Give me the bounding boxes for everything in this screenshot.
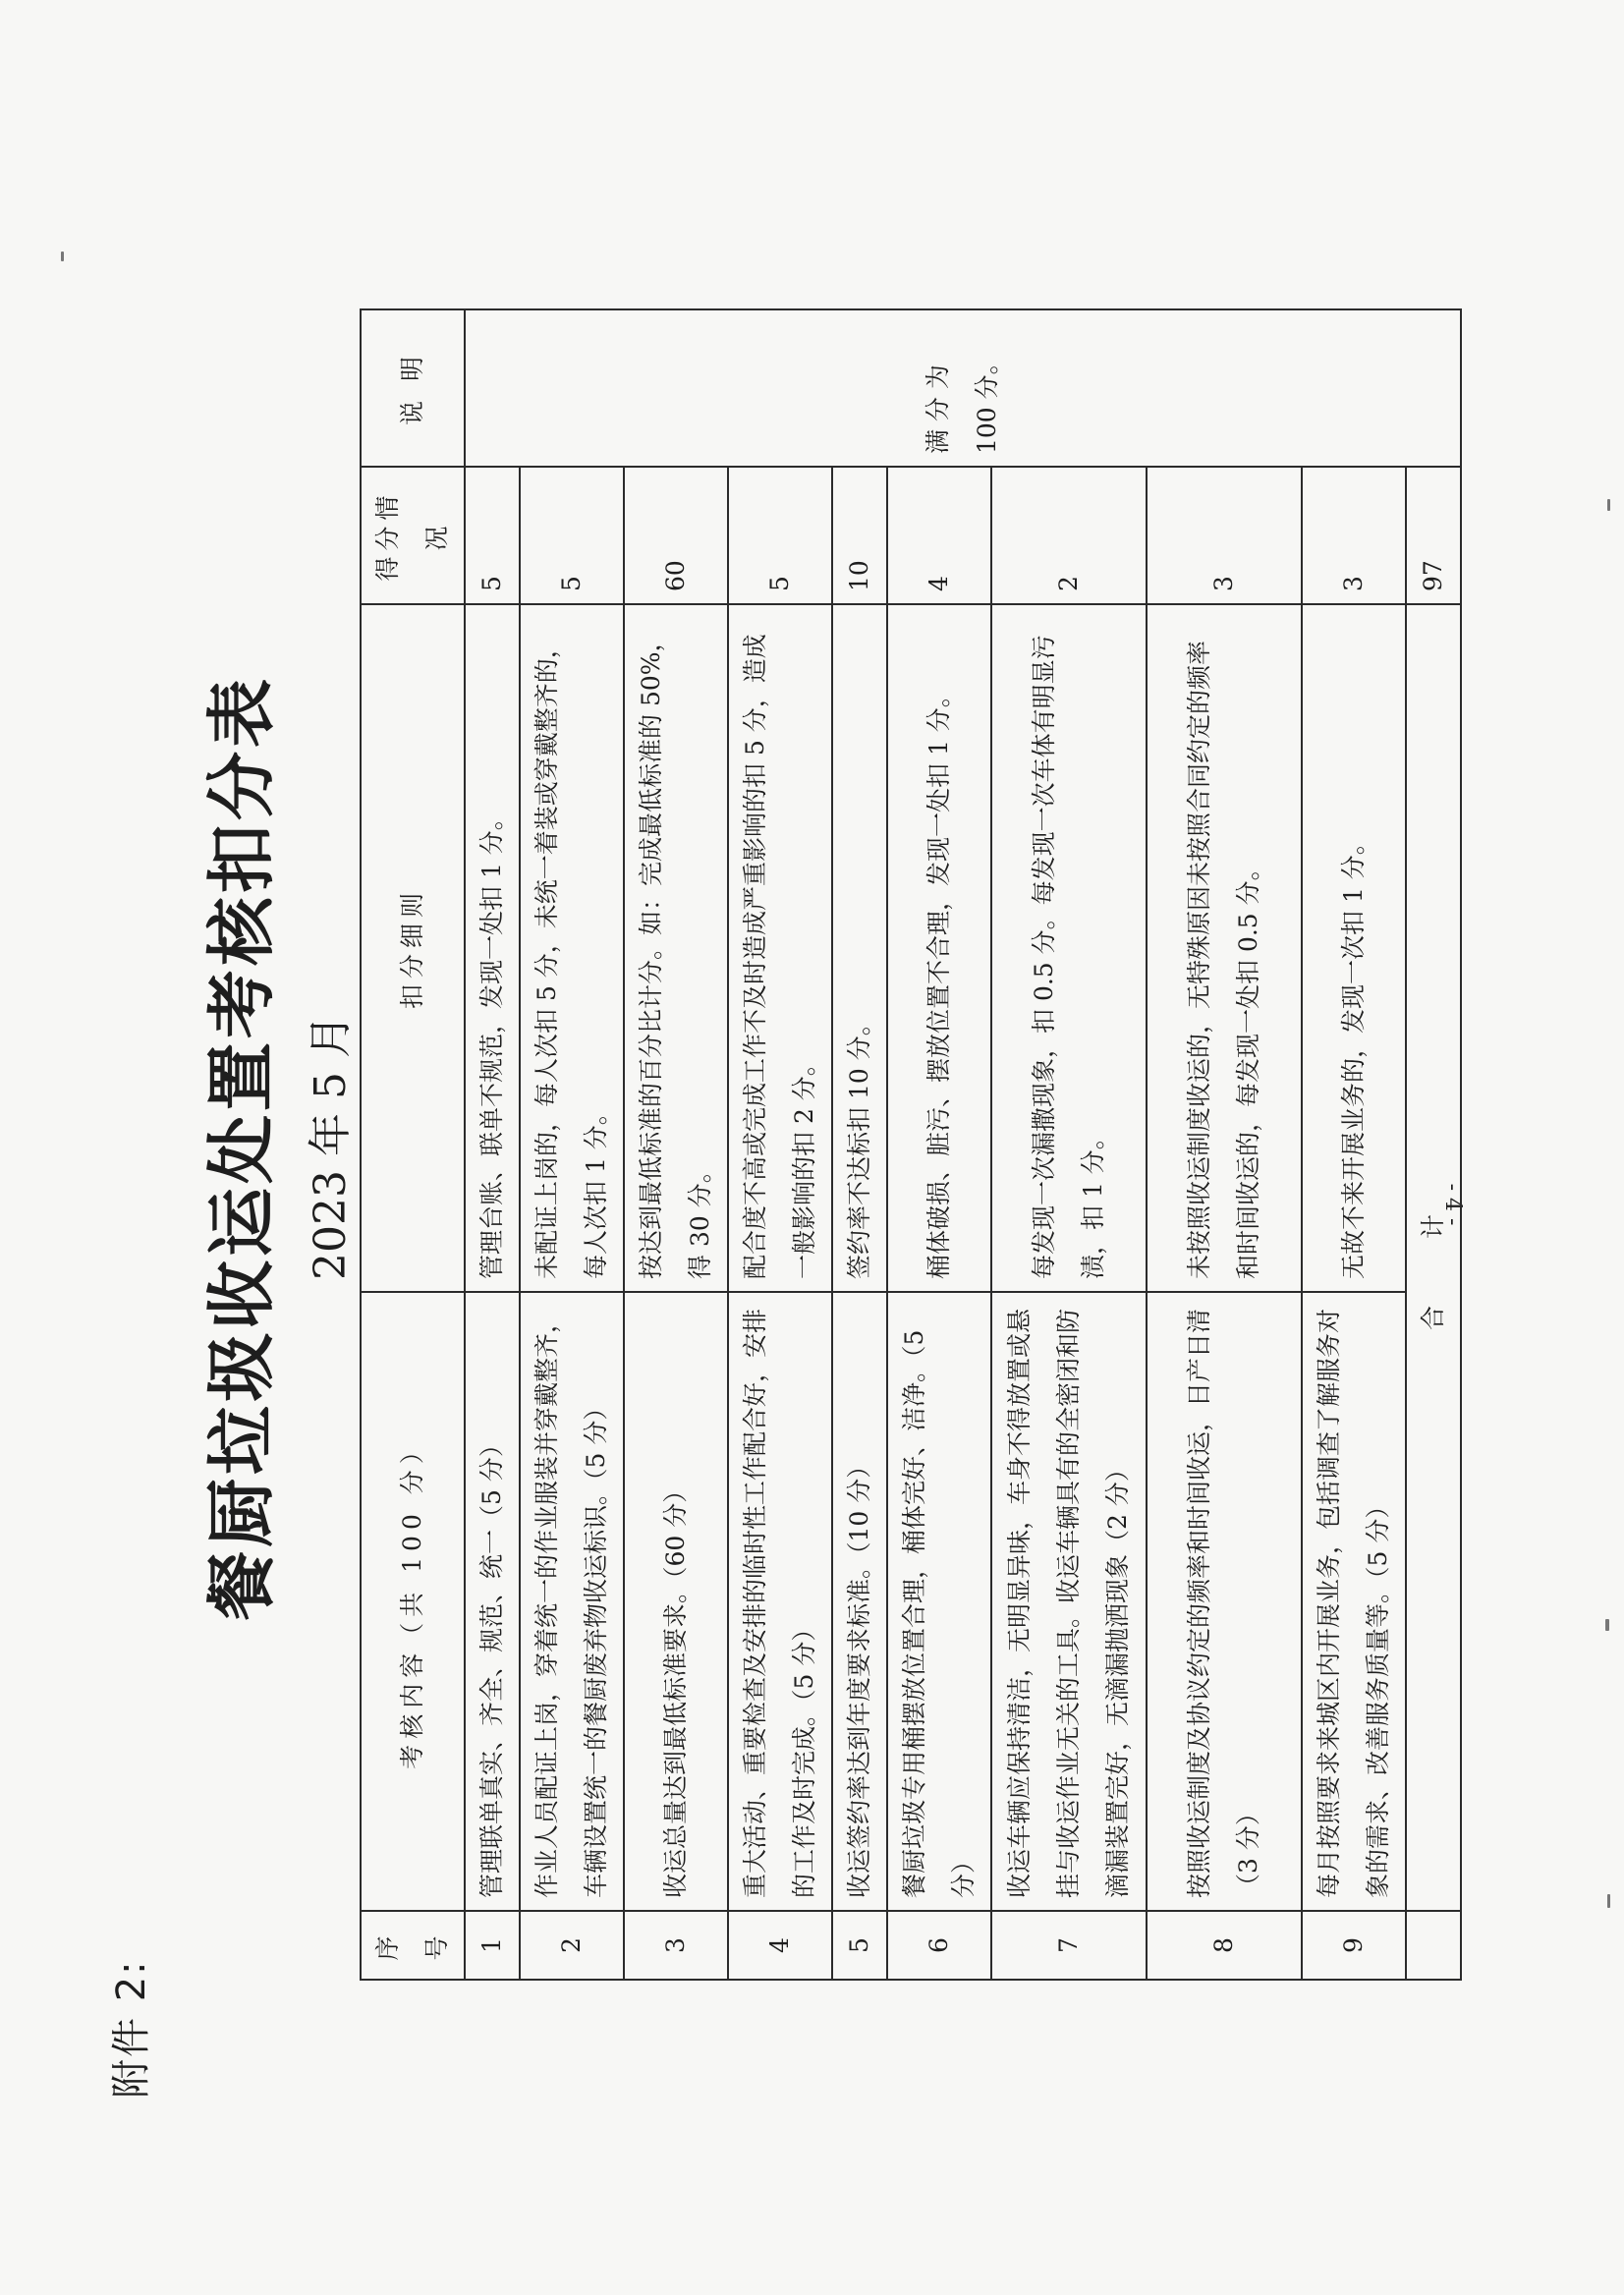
header-no: 序号 <box>361 1911 465 1980</box>
total-spacer <box>1406 1911 1461 1980</box>
row-content: 每月按照要求来城区内开展业务，包括调查了解服务对象的需求、改善服务质量等。（5 分） <box>1302 1292 1406 1911</box>
table-header-row <box>361 309 465 1980</box>
table-note: 满 分 为 100 分。 <box>465 309 1461 467</box>
table-row <box>728 309 832 1980</box>
row-content: 按照收运制度及协议约定的频率和时间收运，日产日清（3 分） <box>1147 1292 1302 1911</box>
row-content: 管理联单真实、齐全、规范、统一（5 分） <box>465 1292 520 1911</box>
row-content: 餐厨垃圾专用桶摆放位置合理，桶体完好、洁净。（5 分） <box>887 1292 991 1911</box>
row-no: 9 <box>1302 1911 1406 1980</box>
page-title: 餐厨垃圾收运处置考核扣分表 <box>201 675 282 1620</box>
table-row <box>624 309 728 1980</box>
row-content: 收运总量达到最低标准要求。（60 分） <box>624 1292 728 1911</box>
row-no: 4 <box>728 1911 832 1980</box>
table-row <box>520 309 624 1980</box>
row-rule: 配合度不高或完成工作不及时造成严重影响的扣 5 分，造成一般影响的扣 2 分。 <box>728 604 832 1292</box>
row-rule: 按达到最低标准的百分比计分。如：完成最低标准的 50%，得 30 分。 <box>624 604 728 1292</box>
row-no: 5 <box>832 1911 887 1980</box>
row-score: 10 <box>832 467 887 604</box>
row-rule: 每发现一次漏撒现象，扣 0.5 分。每发现一次车体有明显污渍，扣 1 分。 <box>991 604 1147 1292</box>
row-rule: 无故不来开展业务的，发现一次扣 1 分。 <box>1302 604 1406 1292</box>
row-score: 3 <box>1302 467 1406 604</box>
row-content: 重大活动、重要检查及安排的临时性工作配合好，安排的工作及时完成。（5 分） <box>728 1292 832 1911</box>
row-no: 2 <box>520 1911 624 1980</box>
page-number: - 4 - <box>1440 1183 1465 1226</box>
table-row <box>1147 309 1302 1980</box>
row-rule: 未按照收运制度收运的，无特殊原因未按照合同约定的频率和时间收运的，每发现一处扣 0.5 分。 <box>1147 604 1302 1292</box>
row-no: 3 <box>624 1911 728 1980</box>
row-score: 5 <box>520 467 624 604</box>
row-no: 7 <box>991 1911 1147 1980</box>
row-no: 6 <box>887 1911 991 1980</box>
row-no: 1 <box>465 1911 520 1980</box>
row-score: 60 <box>624 467 728 604</box>
row-score: 5 <box>728 467 832 604</box>
row-content: 收运签约率达到年度要求标准。（10 分） <box>832 1292 887 1911</box>
table-row <box>1302 309 1406 1980</box>
row-content: 作业人员配证上岗，穿着统一的作业服装并穿戴整齐，车辆设置统一的餐厨废弃物收运标识。（5 分） <box>520 1292 624 1911</box>
row-rule: 未配证上岗的，每人次扣 5 分，未统一着装或穿戴整齐的，每人次扣 1 分。 <box>520 604 624 1292</box>
row-rule: 桶体破损、脏污、摆放位置不合理，发现一处扣 1 分。 <box>887 604 991 1292</box>
row-score: 4 <box>887 467 991 604</box>
table-row <box>465 309 520 1980</box>
row-score: 2 <box>991 467 1147 604</box>
total-score: 97 <box>1406 467 1461 604</box>
header-score: 得分情况 <box>361 467 465 604</box>
table-row <box>887 309 991 1980</box>
table-row <box>991 309 1147 1980</box>
assessment-table <box>360 308 1462 1981</box>
row-score: 5 <box>465 467 520 604</box>
row-content: 收运车辆应保持清洁，无明显异味，车身不得放置或悬挂与收运作业无关的工具。收运车辆具有的全密闭和防滴漏装置完好，无滴漏抛洒现象（2 分） <box>991 1292 1147 1911</box>
row-score: 3 <box>1147 467 1302 604</box>
header-content: 考核内容（共 100 分） <box>361 1292 465 1911</box>
total-label: 合 计 <box>1406 604 1461 1911</box>
row-no: 8 <box>1147 1911 1302 1980</box>
header-rule: 扣分细则 <box>361 604 465 1292</box>
header-note: 说 明 <box>361 309 465 467</box>
table-row <box>832 309 887 1980</box>
attachment-label: 附件 2: <box>109 1959 154 2099</box>
page-subtitle: 2023 年 5 月 <box>306 1015 356 1280</box>
row-rule: 管理台账、联单不规范，发现一处扣 1 分。 <box>465 604 520 1292</box>
row-rule: 签约率不达标扣 10 分。 <box>832 604 887 1292</box>
table-total-row <box>1406 309 1461 1980</box>
